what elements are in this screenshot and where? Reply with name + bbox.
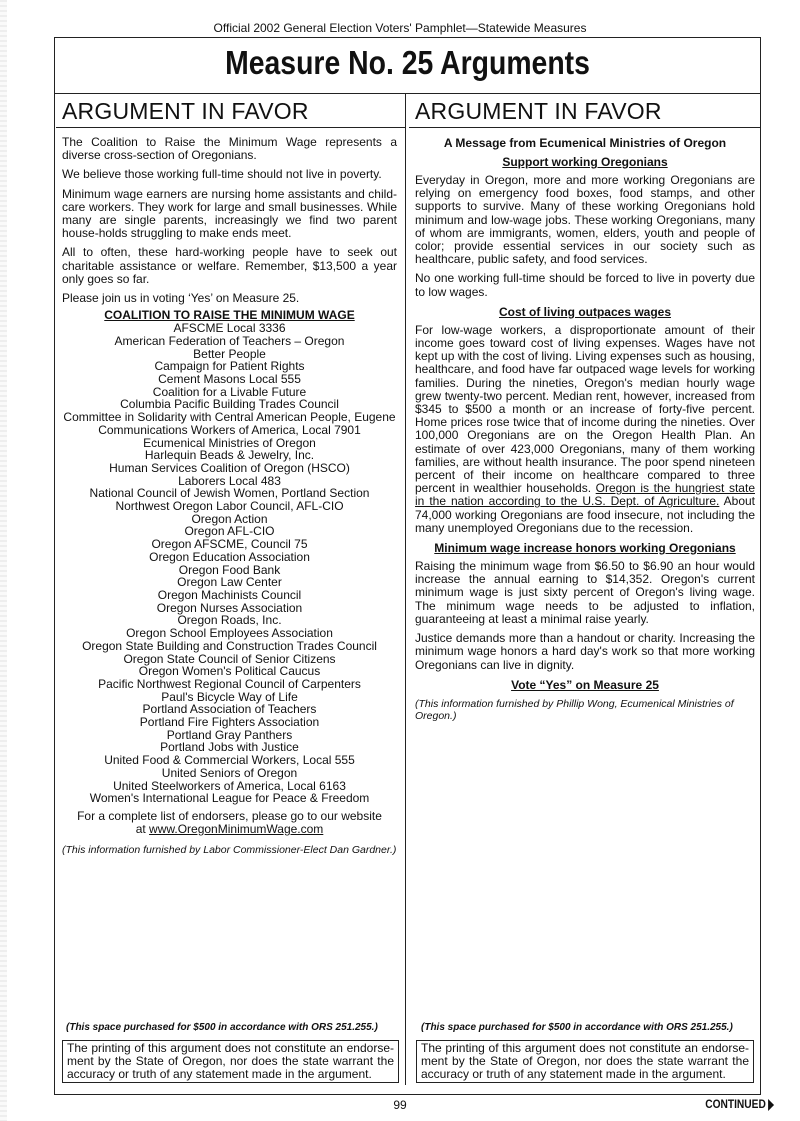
- coalition-member: Oregon Nurses Association: [156, 600, 303, 615]
- coalition-member: Paul's Bicycle Way of Life: [161, 689, 298, 704]
- coalition-member: United Steelworkers of America, Local 6163: [113, 778, 346, 793]
- coalition-member: American Federation of Teachers – Oregon: [114, 333, 345, 348]
- left-paragraph: All to often, these hard-working people have to seek out charitable assistance or welfare. Remember, $13,500 a year only goes so far.: [62, 245, 397, 286]
- coalition-member: Campaign for Patient Rights: [154, 359, 305, 374]
- scan-edge: [0, 0, 7, 1121]
- coalition-member: National Council of Jewish Women, Portland Section: [89, 486, 370, 501]
- continued-label: [705, 1097, 774, 1111]
- left-heading: ARGUMENT IN FAVOR: [56, 95, 405, 128]
- website-note: [62, 810, 397, 836]
- right-paragraph: [415, 324, 755, 535]
- website-link[interactable]: www.OregonMinimumWage.com: [149, 821, 324, 836]
- coalition-member: Coalition for a Livable Future: [152, 384, 307, 399]
- coalition-member: Committee in Solidarity with Central American People, Eugene: [63, 410, 396, 425]
- coalition-member: Oregon Education Association: [149, 549, 310, 564]
- page-number: 99: [393, 1098, 407, 1112]
- left-argument: [54, 95, 405, 856]
- website-prefix: at: [135, 821, 150, 836]
- text-run: About 74,000 working Oregonians are food insecure, not including the many unemployed Oregonians due to the recession.: [415, 494, 756, 535]
- subhead: Cost of living outpaces wages: [498, 304, 672, 319]
- coalition-member: Women's International League for Peace & Freedom: [89, 791, 370, 806]
- coalition-member: Ecumenical Ministries of Oregon: [143, 435, 316, 450]
- coalition-member: Cement Masons Local 555: [158, 372, 301, 387]
- website-line: [62, 823, 397, 836]
- coalition-heading: COALITION TO RAISE THE MINIMUM WAGE: [104, 308, 355, 323]
- left-paragraph: The Coalition to Raise the Minimum Wage represents a diverse cross-section of Oregonians.: [62, 135, 397, 163]
- coalition-member: Oregon AFL-CIO: [184, 524, 275, 539]
- coalition-member: Laborers Local 483: [178, 473, 281, 488]
- column-divider: [405, 93, 406, 1085]
- coalition-member: Northwest Oregon Labor Council, AFL-CIO: [115, 499, 344, 514]
- right-paragraph: Raising the minimum wage from $6.50 to $6.90 an hour would increase the annual earning to $14,352. Oregon's current minimum wage is just sixty percent of Oregon's living wage. The minimum wage needs to be adjusted to inflation, guaranteeing at least a minimal raise yearly.: [415, 559, 755, 626]
- subhead: Minimum wage increase honors working Oregonians: [434, 541, 736, 556]
- title-divider: [54, 93, 761, 94]
- right-paragraph: No one working full-time should be forced to live in poverty due to low wages.: [415, 271, 755, 299]
- coalition-member: Human Services Coalition of Oregon (HSCO): [109, 460, 350, 475]
- coalition-member: United Seniors of Oregon: [161, 765, 298, 780]
- coalition-member: United Food & Commercial Workers, Local 555: [104, 753, 355, 768]
- left-disclaimer: The printing of this argument does not constitute an endorse-ment by the State of Oregon, nor does the state warrant the accuracy or truth of any statement made in the argument.: [62, 1040, 399, 1083]
- coalition-member: Oregon Food Bank: [178, 562, 281, 577]
- coalition-member: AFSCME Local 3336: [173, 321, 286, 336]
- page-title: Measure No. 25 Arguments: [225, 44, 590, 81]
- right-argument: [409, 95, 761, 722]
- website-line: For a complete list of endorsers, please go to our website: [77, 808, 382, 823]
- coalition-list: [62, 322, 397, 805]
- coalition-member: Pacific Northwest Regional Council of Carpenters: [98, 676, 361, 691]
- right-paragraph: Justice demands more than a handout or charity. Increasing the minimum wage honors a hard day's work so that more working Oregonians can live in dignity.: [415, 631, 755, 672]
- coalition-member: Portland Fire Fighters Association: [139, 715, 320, 730]
- coalition-member: Oregon Roads, Inc.: [177, 613, 282, 628]
- vote-line: Vote “Yes” on Measure 25: [511, 677, 659, 692]
- coalition-member: Oregon Machinists Council: [157, 588, 302, 602]
- coalition-member: Oregon Women's Political Caucus: [138, 664, 321, 679]
- left-purchased-note: (This space purchased for $500 in accordance with ORS 251.255.): [66, 1022, 378, 1033]
- coalition-member: Communications Workers of America, Local 7901: [98, 422, 361, 437]
- continued-text: CONTINUED: [704, 1097, 766, 1111]
- coalition-member: Portland Gray Panthers: [166, 727, 293, 742]
- right-heading: ARGUMENT IN FAVOR: [409, 95, 761, 128]
- coalition-member: Oregon School Employees Association: [126, 626, 333, 641]
- right-furnished-note: (This information furnished by Phillip Wong, Ecumenical Ministries of Oregon.): [415, 697, 734, 722]
- coalition-member: Oregon State Council of Senior Citizens: [123, 651, 336, 666]
- coalition-member: Portland Jobs with Justice: [160, 740, 299, 755]
- pamphlet-header: Official 2002 General Election Voters' Pamphlet—Statewide Measures: [213, 21, 587, 35]
- arrow-right-icon: [768, 1099, 774, 1111]
- left-furnished-note: (This information furnished by Labor Commissioner-Elect Dan Gardner.): [62, 843, 397, 856]
- coalition-member: Oregon Action: [191, 511, 268, 526]
- coalition-member: Oregon Law Center: [177, 575, 282, 590]
- coalition-member: Columbia Pacific Building Trades Council: [120, 397, 339, 412]
- coalition-member: Portland Association of Teachers: [142, 702, 317, 717]
- right-purchased-note: (This space purchased for $500 in accordance with ORS 251.255.): [421, 1022, 733, 1033]
- right-disclaimer: The printing of this argument does not constitute an endorse-ment by the State of Oregon, nor does the state warrant the accuracy or truth of any statement made in the argument.: [416, 1040, 754, 1083]
- left-paragraph: Please join us in voting ‘Yes’ on Measure 25.: [62, 291, 300, 306]
- left-paragraph: Minimum wage earners are nursing home assistants and child-care workers. They work for large and small businesses. While many are single parents, increasingly we find two parent house-holds struggling to make ends meet.: [62, 186, 397, 241]
- right-paragraph: Everyday in Oregon, more and more working Oregonians are relying on emergency food boxes, food stamps, and other supports to survive. Many of these working Oregonians hold minimum and low-wage jobs. These working Oregonians, many of whom are immigrants, women, elders, youth and people of color; provide essential services in our society such as healthcare, public safety, and food services.: [415, 173, 755, 267]
- text-run-underlined: Oregon is the hungriest state in the nation according to the U.S. Dept. of Agriculture.: [415, 481, 755, 509]
- coalition-member: Better People: [193, 346, 266, 361]
- coalition-member: Harlequin Beads & Jewelry, Inc.: [144, 448, 315, 463]
- subhead: Support working Oregonians: [502, 155, 668, 169]
- text-run: For low-wage workers, a disproportionate amount of their income goes toward cost of living expenses. Wages have not kept up with the cost of living. Living expenses such as housing, healthcare, and food have far outpaced wage levels for working families. During the nineties, Oregon's median hourly wage grew twenty-two percent. Median rent, however, increased from $345 to $500 a month or an increase of forty-five percent. Home prices rose twice that of income during the nineties. Over 100,000 Oregonians are on the Oregon Health Plan. An estimate of over 423,000 Oregonians, many of them working families, are without health insurance. The poor spend nineteen percent of their income on healthcare compared to three percent in wealthier households.: [415, 322, 755, 496]
- left-paragraph: We believe those working full-time should not live in poverty.: [62, 167, 382, 182]
- coalition-member: Oregon AFSCME, Council 75: [151, 537, 308, 552]
- coalition-member: Oregon State Building and Construction Trades Council: [82, 638, 377, 653]
- message-title: A Message from Ecumenical Ministries of Oregon: [443, 136, 727, 150]
